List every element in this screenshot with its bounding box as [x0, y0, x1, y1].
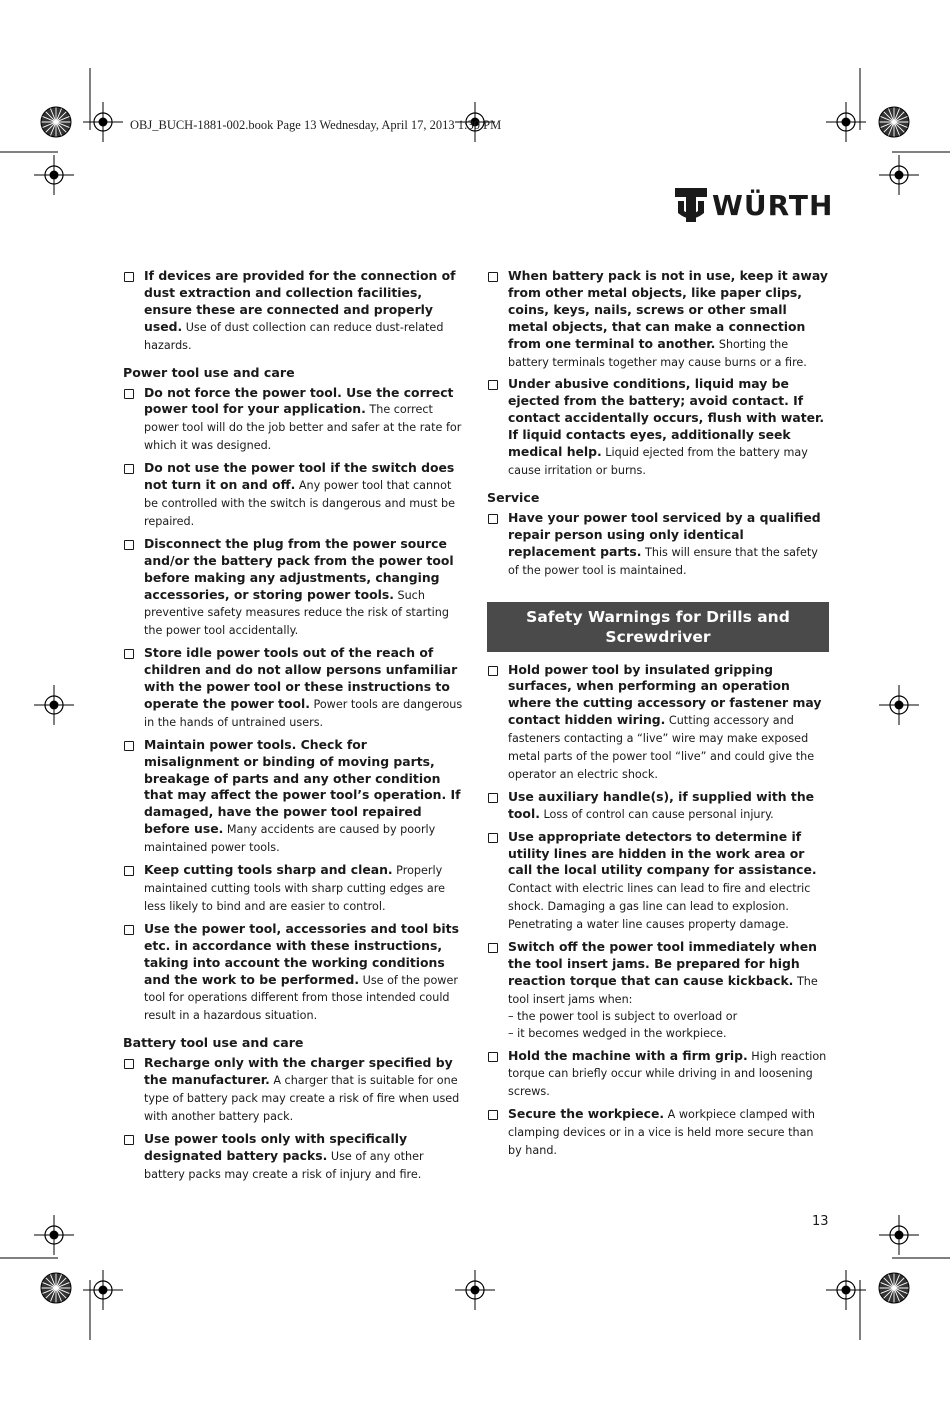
warning-bold-text: Have your power tool serviced by a qualified repair person using only identical replacement parts.: [508, 509, 821, 559]
checkbox-bullet-icon: [488, 666, 498, 676]
warning-text: [144, 1131, 465, 1184]
page-number: 13: [812, 1214, 829, 1229]
checkbox-bullet-icon: [124, 1135, 134, 1145]
checkbox-bullet-icon: [124, 464, 134, 474]
warning-bold-text: Hold the machine with a firm grip.: [508, 1047, 748, 1063]
warning-item: [123, 645, 465, 732]
checkbox-bullet-icon: [488, 514, 498, 524]
warning-item: [123, 1131, 465, 1184]
checkbox-bullet-icon: [124, 741, 134, 751]
warning-explanation-text: Use of any other battery packs may create a risk of injury and fire.: [144, 1149, 424, 1181]
warning-text: [144, 645, 465, 732]
warning-explanation-text: Properly maintained cutting tools with sharp cutting edges are less likely to bind and are easier to control.: [144, 864, 446, 913]
warning-text: [508, 268, 829, 371]
warning-explanation-text: Use of dust collection can reduce dust-related hazards.: [144, 320, 444, 352]
warning-text: [144, 385, 465, 456]
warning-bold-text: Hold power tool by insulated gripping surfaces, when performing an operation where the cutting accessory or fastener may contact hidden wiring.: [508, 661, 822, 728]
warning-explanation-text: Loss of control can cause personal injury.: [539, 807, 774, 821]
checkbox-bullet-icon: [488, 793, 498, 803]
warning-text: [144, 862, 465, 916]
warning-bold-text: Use power tools only with specifically designated battery packs.: [144, 1130, 408, 1163]
warning-bold-text: Keep cutting tools sharp and clean.: [144, 862, 393, 878]
warning-bold-text: Use appropriate detectors to determine if utility lines are hidden in the work area or call the local utility company for assistance.: [508, 828, 817, 878]
warning-item: [123, 862, 465, 916]
brand-name: WÜRTH: [712, 189, 834, 222]
warning-bold-text: Use the power tool, accessories and tool bits etc. in accordance with these instructions, taking into account the working conditions and the work to be performed.: [144, 920, 459, 987]
warning-text: [144, 460, 465, 531]
checkbox-bullet-icon: [488, 943, 498, 953]
warning-bold-text: Maintain power tools. Check for misalignment or binding of moving parts, breakage of parts and any other condition that may affect the power tool’s operation. If damaged, have the power tool repaired before use.: [144, 736, 461, 837]
warning-text: [144, 737, 465, 857]
section-heading: Power tool use and care: [123, 364, 295, 380]
warning-explanation-text: Liquid ejected from the battery may cause irritation or burns.: [508, 446, 808, 477]
warning-item: [123, 536, 465, 640]
warning-explanation-text: Cutting accessory and fasteners contacting a “live” wire may make exposed metal parts of the power tool “live” and could give the operator an electric shock.: [508, 714, 815, 781]
checkbox-bullet-icon: [124, 649, 134, 659]
print-slug-line: OBJ_BUCH-1881-002.book Page 13 Wednesday, April 17, 2013 1:30 PM: [130, 118, 502, 132]
warning-bold-text: Use auxiliary handle(s), if supplied with the tool.: [508, 788, 815, 821]
warning-text: [508, 829, 829, 934]
warning-text: [508, 376, 829, 479]
section-banner: Safety Warnings for Drills and Screwdriver: [487, 602, 829, 652]
warning-text: [508, 510, 829, 580]
warning-subitem: – it becomes wedged in the workpiece.: [508, 1026, 727, 1040]
warning-explanation-text: Contact with electric lines can lead to fire and electric shock. Damaging a gas line can lead to explosion. Penetrating a water line causes property damage.: [508, 882, 811, 932]
checkbox-bullet-icon: [488, 833, 498, 843]
warning-item: [123, 921, 465, 1025]
warning-bold-text: If devices are provided for the connection of dust extraction and collection facilities, ensure these are connected and properly used.: [144, 268, 456, 334]
warning-item: [487, 268, 829, 371]
warning-item: [123, 737, 465, 857]
checkbox-bullet-icon: [124, 272, 134, 282]
warning-explanation-text: Power tools are dangerous in the hands of untrained users.: [144, 697, 463, 729]
warning-bold-text: Do not use the power tool if the switch does not turn it on and off.: [144, 460, 455, 493]
warning-item: [123, 385, 465, 456]
warning-bold-text: Disconnect the plug from the power source and/or the battery pack from the power tool before making any adjustments, changing accessories, or storing power tools.: [144, 535, 454, 602]
warning-item: [123, 1055, 465, 1126]
warning-item: [487, 662, 829, 784]
warning-bold-text: Under abusive conditions, liquid may be ejected from the battery; avoid contact. If contact accidentally occurs, flush with water. If liquid contacts eyes, additionally seek medical help.: [508, 376, 825, 460]
warning-bold-text: Secure the workpiece.: [508, 1106, 665, 1122]
warning-text: [508, 1106, 829, 1160]
warning-explanation-text: High reaction torque can briefly occur while driving in and loosening screws.: [508, 1049, 827, 1099]
warning-bold-text: When battery pack is not in use, keep it away from other metal objects, like paper clips, coins, keys, nails, screws or other small metal objects, that can make a connection from one terminal to another.: [508, 268, 828, 351]
warning-explanation-text: A workpiece clamped with clamping devices or in a vice is held more secure than by hand.: [508, 1108, 815, 1158]
warning-text: [508, 789, 829, 824]
warning-bold-text: Do not force the power tool. Use the correct power tool for your application.: [144, 384, 454, 417]
warning-explanation-text: A charger that is suitable for one type of battery pack may create a risk of fire when used with another battery pack.: [144, 1074, 460, 1123]
checkbox-bullet-icon: [488, 380, 498, 390]
warning-bold-text: Switch off the power tool immediately when the tool insert jams. Be prepared for high reaction torque that can cause kickback.: [508, 939, 817, 988]
warning-explanation-text: The correct power tool will do the job better and safer at the rate for which it was designed.: [144, 403, 462, 453]
checkbox-bullet-icon: [124, 866, 134, 876]
checkbox-bullet-icon: [124, 540, 134, 550]
warning-explanation-text: Any power tool that cannot be controlled with the switch is dangerous and must be repaired.: [144, 479, 455, 528]
warning-item: [487, 789, 829, 824]
warning-bold-text: Recharge only with the charger specified by the manufacturer.: [144, 1055, 453, 1088]
warning-bold-text: Store idle power tools out of the reach of children and do not allow persons unfamiliar with the power tool or these instructions to operate the power tool.: [144, 645, 458, 711]
checkbox-bullet-icon: [124, 1059, 134, 1069]
warning-explanation-text: Many accidents are caused by poorly maintained power tools.: [144, 823, 436, 855]
wurth-logo-icon: [675, 188, 707, 222]
warning-text: [144, 268, 465, 355]
warning-item: [487, 829, 829, 934]
section-heading: Battery tool use and care: [123, 1035, 304, 1051]
warning-explanation-text: Shorting the battery terminals together may cause burns or a fire.: [508, 337, 807, 369]
checkbox-bullet-icon: [488, 1052, 498, 1062]
warning-text: [508, 662, 829, 784]
warning-item: [487, 939, 829, 1042]
warning-explanation-text: The tool insert jams when:: [508, 974, 818, 1006]
warning-item: [487, 1048, 829, 1102]
warning-text: [144, 1055, 465, 1126]
warning-explanation-text: Such preventive safety measures reduce the risk of starting the power tool accidentally.: [144, 588, 449, 638]
checkbox-bullet-icon: [124, 389, 134, 399]
warning-explanation-text: This will ensure that the safety of the power tool is maintained.: [508, 545, 818, 577]
right-column: [487, 268, 829, 1165]
warning-item: [487, 376, 829, 479]
left-column: [123, 268, 465, 1189]
warning-item: [123, 460, 465, 531]
warning-text: [508, 939, 829, 1042]
section-heading: Service: [487, 489, 540, 505]
checkbox-bullet-icon: [124, 925, 134, 935]
checkbox-bullet-icon: [488, 272, 498, 282]
warning-text: [508, 1048, 829, 1102]
warning-item: [487, 510, 829, 580]
warning-subitem: – the power tool is subject to overload or: [508, 1009, 738, 1023]
warning-explanation-text: Use of the power tool for operations different from those intended could result in a hazardous situation.: [144, 973, 458, 1023]
warning-item: [487, 1106, 829, 1160]
checkbox-bullet-icon: [488, 1110, 498, 1120]
warning-item: [123, 268, 465, 355]
warning-text: [144, 536, 465, 640]
warning-text: [144, 921, 465, 1025]
